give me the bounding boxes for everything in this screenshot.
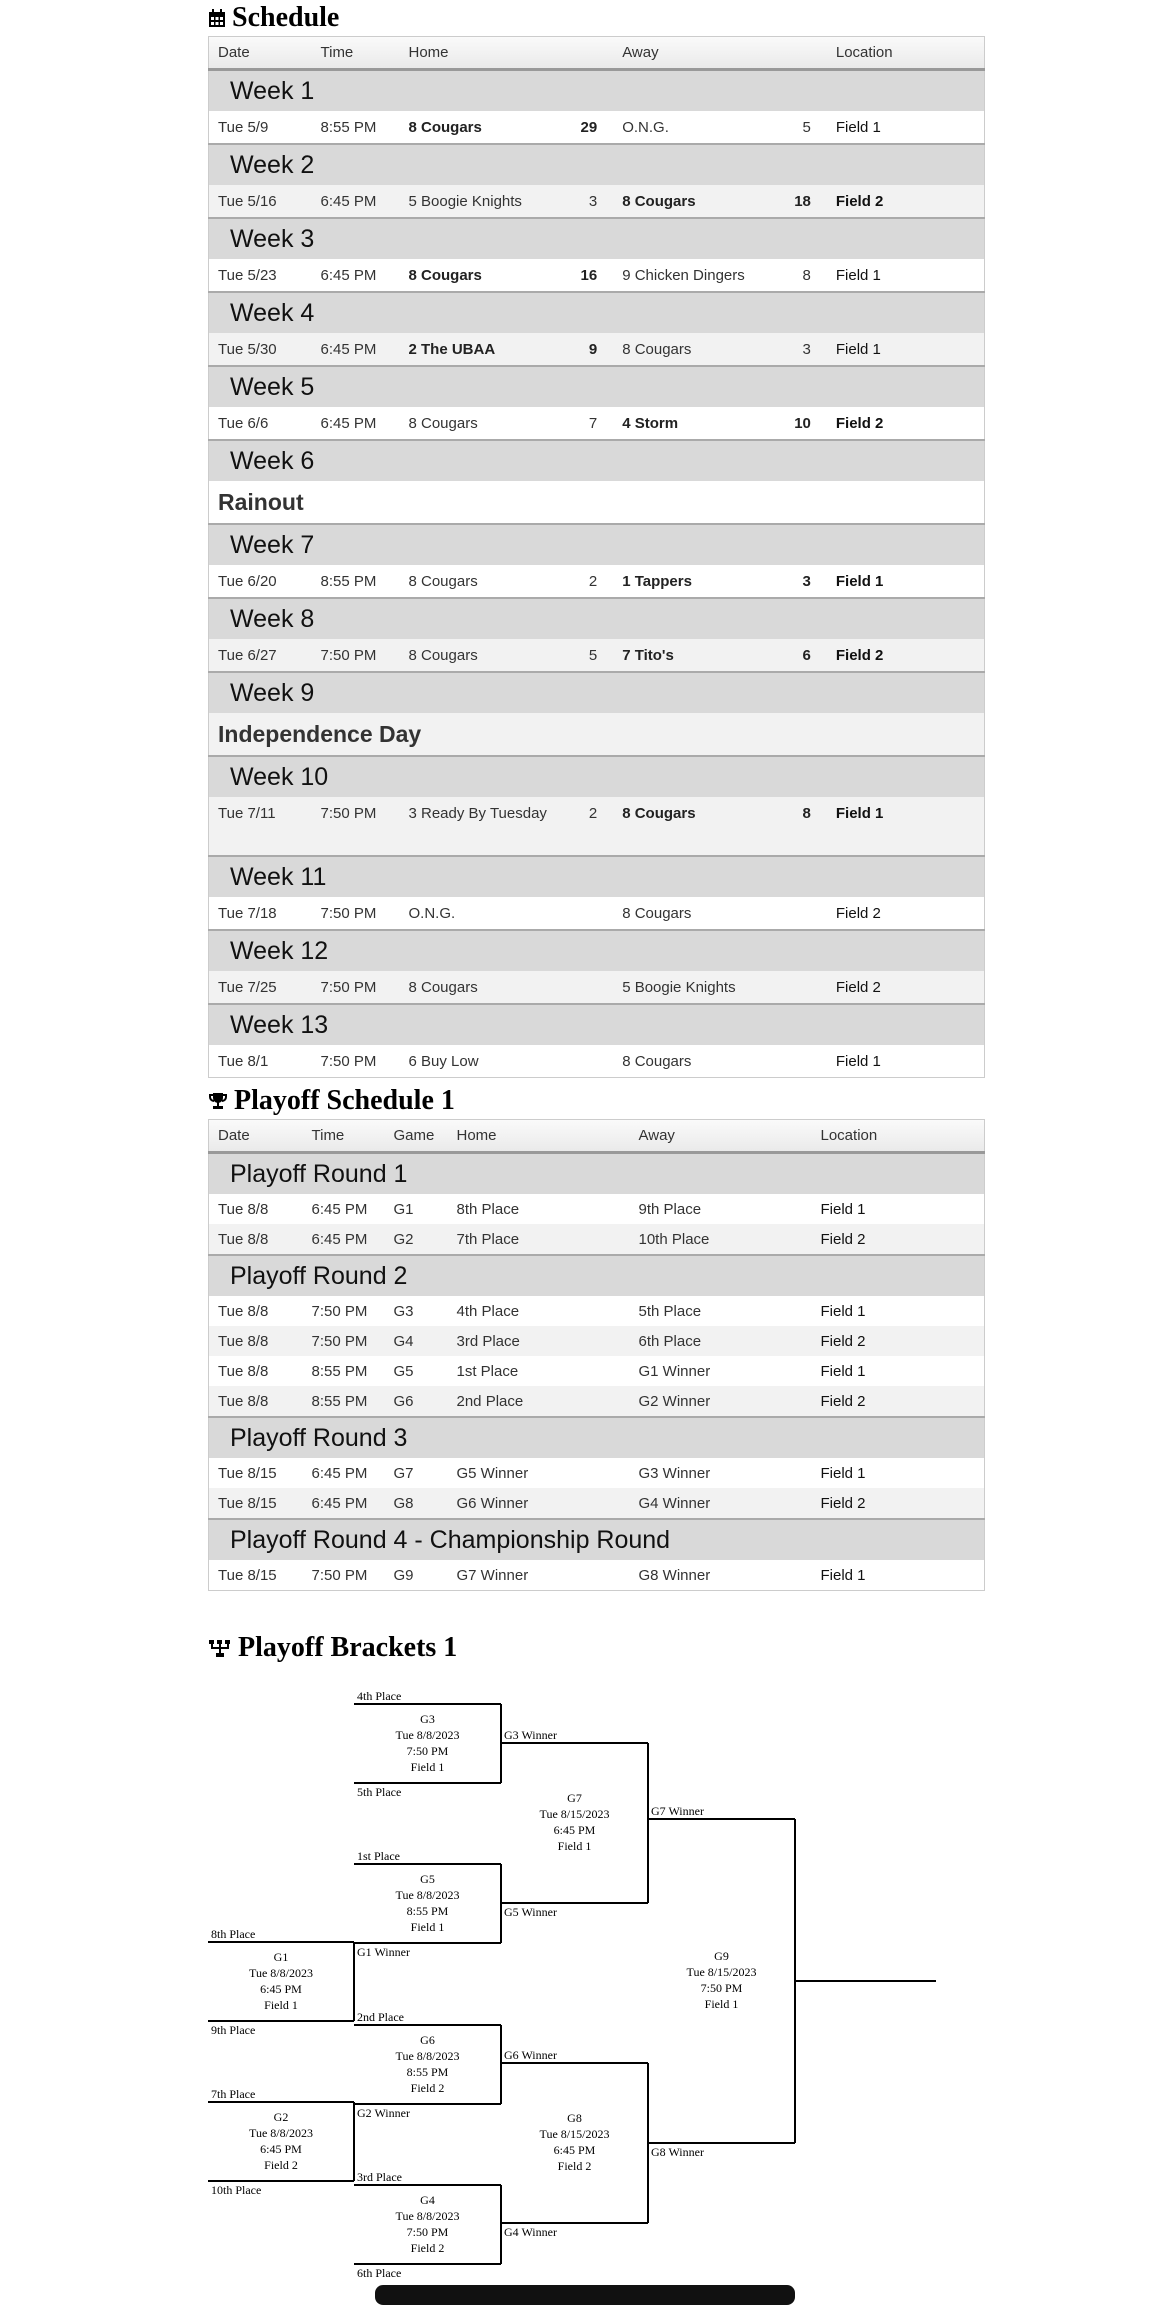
bracket-game-line: 8:55 PM <box>406 2064 449 2079</box>
bracket-slot-bottom: G4 Winner <box>504 2225 557 2239</box>
round-label: Playoff Round 1 <box>209 1153 985 1195</box>
playoff-game-row <box>209 1488 985 1519</box>
column-header: Away <box>630 1120 812 1153</box>
game-time: 6:45 PM <box>311 1494 368 1512</box>
schedule-section <box>208 0 985 1078</box>
game-row <box>209 111 985 144</box>
away-team: 6th Place <box>638 1332 702 1350</box>
bracket-slot-bottom: G1 Winner <box>357 1945 410 1959</box>
column-header: Home <box>448 1120 630 1153</box>
away-team: 8 Cougars <box>622 340 692 358</box>
bracket-game-line: Field 2 <box>410 2080 445 2095</box>
bracket-slot-top: 8th Place <box>211 1927 256 1941</box>
week-row <box>209 440 985 481</box>
bracket-game-line: Field 2 <box>264 2157 298 2172</box>
game-location: Field 1 <box>820 1464 866 1482</box>
game-time: 7:50 PM <box>311 1302 368 1320</box>
away-score: 10 <box>794 414 811 432</box>
playoff-game-row <box>209 1224 985 1255</box>
bracket-game-line: 6:45 PM <box>553 1823 596 1837</box>
game-row <box>209 185 985 218</box>
game-location: Field 2 <box>835 646 884 664</box>
home-team: G5 Winner <box>456 1464 529 1482</box>
bracket-game-line: Tue 8/8/2023 <box>249 2125 313 2140</box>
away-team: G8 Winner <box>638 1566 711 1584</box>
bracket-game-line: G9 <box>714 1949 729 1963</box>
week-label: Week 10 <box>209 756 985 797</box>
game-date: Tue 8/8 <box>218 1392 269 1410</box>
home-score: 29 <box>580 118 598 136</box>
game-time: 7:50 PM <box>320 646 377 664</box>
game-time: 7:50 PM <box>320 805 377 822</box>
bracket-game-line: G8 <box>567 2111 582 2125</box>
week-note: Independence Day <box>218 720 422 747</box>
game-row <box>209 407 985 440</box>
playoff-title: Playoff Schedule 1 <box>234 1085 455 1116</box>
bracket-slot-top: 2nd Place <box>357 2010 404 2024</box>
week-label: Week 5 <box>209 366 985 407</box>
away-team: 8 Cougars <box>622 1052 692 1070</box>
game-row <box>209 897 985 930</box>
game-time: 8:55 PM <box>311 1392 368 1410</box>
bracket-game-line: Field 2 <box>557 2159 592 2173</box>
home-team: 3rd Place <box>456 1332 520 1350</box>
away-score: 8 <box>802 266 811 284</box>
bracket-slot-bottom: 9th Place <box>211 2023 256 2037</box>
game-time: 7:50 PM <box>320 1052 377 1070</box>
week-label: Week 3 <box>209 218 985 259</box>
bracket-game-line: Field 2 <box>410 2240 445 2255</box>
column-header: Date <box>209 1120 303 1153</box>
bracket-game-g8 <box>501 2110 648 2174</box>
game-location: Field 2 <box>835 904 881 922</box>
bracket-game-line: 6:45 PM <box>260 1981 302 1996</box>
home-team: 1st Place <box>456 1362 519 1380</box>
bracket-game-g6 <box>354 2032 501 2096</box>
playoff-table <box>208 1119 985 1591</box>
game-row <box>209 259 985 292</box>
game-date: Tue 5/30 <box>218 340 277 358</box>
column-header: Date <box>209 37 312 70</box>
game-location: Field 2 <box>835 192 884 210</box>
bracket-game-line: Tue 8/15/2023 <box>539 1807 610 1821</box>
game-date: Tue 7/25 <box>218 978 277 996</box>
game-row <box>209 333 985 366</box>
bracket-icon <box>208 1638 232 1658</box>
game-date: Tue 6/20 <box>218 572 277 590</box>
week-row <box>209 366 985 407</box>
game-location: Field 1 <box>820 1200 866 1218</box>
bracket-slot-top: 7th Place <box>211 2087 256 2101</box>
week-label: Week 11 <box>209 856 985 897</box>
bracket-game-line: 7:50 PM <box>406 1743 449 1758</box>
game-time: 6:45 PM <box>311 1464 368 1482</box>
bracket-slot-bottom: G5 Winner <box>504 1905 557 1919</box>
home-team: 2nd Place <box>456 1392 524 1410</box>
bracket-game-g2 <box>208 2109 354 2173</box>
game-id: G8 <box>393 1494 414 1512</box>
week-label: Week 12 <box>209 930 985 971</box>
column-header <box>785 37 827 70</box>
game-time: 7:50 PM <box>311 1332 368 1350</box>
bracket-game-line: Tue 8/8/2023 <box>249 1965 313 1980</box>
game-id: G6 <box>393 1392 414 1410</box>
away-team: O.N.G. <box>622 118 669 136</box>
away-score <box>785 1045 827 1078</box>
week-row <box>209 930 985 971</box>
trophy-icon <box>208 1091 228 1111</box>
bracket-game-g4 <box>354 2192 501 2256</box>
bracket-game-line: Field 1 <box>704 1997 739 2011</box>
game-id: G3 <box>393 1302 414 1320</box>
week-label: Week 1 <box>209 70 985 112</box>
game-location: Field 2 <box>820 1332 866 1350</box>
home-score <box>572 897 614 930</box>
playoff-game-row <box>209 1296 985 1326</box>
column-header: Game <box>385 1120 448 1153</box>
home-score <box>572 1045 614 1078</box>
bracket-slot-top: G3 Winner <box>504 1728 557 1742</box>
game-date: Tue 8/8 <box>218 1362 269 1380</box>
schedule-heading <box>208 0 985 36</box>
game-location: Field 2 <box>835 978 881 996</box>
game-location: Field 1 <box>835 266 881 284</box>
game-date: Tue 5/16 <box>218 192 277 210</box>
home-team: 6 Buy Low <box>408 1052 479 1070</box>
home-score: 7 <box>588 414 598 432</box>
game-date: Tue 8/8 <box>218 1230 269 1248</box>
round-label: Playoff Round 2 <box>209 1255 985 1296</box>
home-team: 4th Place <box>456 1302 520 1320</box>
round-row <box>209 1255 985 1296</box>
home-team: 8 Cougars <box>408 978 478 996</box>
week-row <box>209 856 985 897</box>
home-team: 8 Cougars <box>408 266 482 284</box>
bracket-game-line: Tue 8/8/2023 <box>395 2048 460 2063</box>
home-team: 2 The UBAA <box>408 340 496 358</box>
game-location: Field 1 <box>835 340 881 358</box>
game-date: Tue 8/8 <box>218 1200 269 1218</box>
calendar-icon <box>208 8 226 28</box>
week-label: Week 4 <box>209 292 985 333</box>
week-note: Rainout <box>218 488 304 515</box>
game-time: 6:45 PM <box>311 1200 368 1218</box>
bracket-game-g9 <box>648 1948 795 2012</box>
game-date: Tue 5/23 <box>218 266 277 284</box>
game-row <box>209 971 985 1004</box>
week-label: Week 9 <box>209 672 985 713</box>
playoff-game-row <box>209 1386 985 1417</box>
bracket-game-g5 <box>354 1871 501 1935</box>
week-label: Week 13 <box>209 1004 985 1045</box>
playoff-game-row <box>209 1560 985 1591</box>
game-id: G7 <box>393 1464 414 1482</box>
column-header: Away <box>613 37 785 70</box>
game-location: Field 1 <box>835 572 884 590</box>
home-score: 5 <box>588 646 598 664</box>
away-score: 8 <box>802 805 811 822</box>
game-date: Tue 8/1 <box>218 1052 269 1070</box>
week-note-row <box>209 713 985 756</box>
game-date: Tue 8/8 <box>218 1302 269 1320</box>
game-location: Field 1 <box>835 805 884 822</box>
game-location: Field 2 <box>835 414 884 432</box>
week-row <box>209 524 985 565</box>
game-location: Field 2 <box>820 1494 866 1512</box>
bracket-game-line: G7 <box>567 1791 582 1805</box>
bracket-game-line: 6:45 PM <box>553 2143 596 2157</box>
game-time: 7:50 PM <box>320 978 377 996</box>
playoff-header-row <box>209 1120 985 1153</box>
away-score <box>785 971 827 1004</box>
game-id: G1 <box>393 1200 414 1218</box>
column-header <box>572 37 614 70</box>
bracket-game-line: G6 <box>420 2032 435 2047</box>
bracket-game-line: Tue 8/15/2023 <box>539 2127 610 2141</box>
schedule-table <box>208 36 985 1078</box>
away-team: 5 Boogie Knights <box>622 978 736 996</box>
schedule-title: Schedule <box>232 2 340 33</box>
playoff-bracket <box>208 1680 968 2280</box>
column-header: Time <box>303 1120 385 1153</box>
week-row <box>209 672 985 713</box>
round-row <box>209 1417 985 1458</box>
column-header: Location <box>827 37 985 70</box>
bracket-game-line: G4 <box>420 2192 435 2207</box>
game-location: Field 1 <box>820 1302 866 1320</box>
away-team: G3 Winner <box>638 1464 711 1482</box>
bracket-slot-bottom: G2 Winner <box>357 2106 410 2120</box>
game-time: 7:50 PM <box>311 1566 368 1584</box>
game-time: 6:45 PM <box>311 1230 368 1248</box>
home-team: 8th Place <box>456 1200 520 1218</box>
game-time: 7:50 PM <box>320 904 377 922</box>
game-location: Field 1 <box>835 118 881 136</box>
away-score: 3 <box>802 572 811 590</box>
away-score: 5 <box>802 118 811 136</box>
bracket-slot-top: 3rd Place <box>357 2170 402 2184</box>
home-team: 7th Place <box>456 1230 520 1248</box>
playoff-heading <box>208 1083 985 1119</box>
bracket-game-line: 6:45 PM <box>260 2141 302 2156</box>
bracket-game-line: Field 1 <box>264 1997 298 2012</box>
game-time: 8:55 PM <box>311 1362 368 1380</box>
away-team: 9 Chicken Dingers <box>622 266 745 284</box>
playoff-game-row <box>209 1194 985 1224</box>
game-location: Field 2 <box>820 1392 866 1410</box>
bracket-slot-bottom: 10th Place <box>211 2183 262 2197</box>
game-date: Tue 7/18 <box>218 904 277 922</box>
bracket-game-line: Field 1 <box>410 1919 445 1934</box>
bracket-game-g1 <box>208 1949 354 2013</box>
week-row <box>209 598 985 639</box>
game-id: G2 <box>393 1230 414 1248</box>
bracket-game-line: G1 <box>273 1949 289 1964</box>
home-team: 8 Cougars <box>408 646 478 664</box>
bracket-game-line: G2 <box>273 2109 289 2124</box>
round-row <box>209 1519 985 1560</box>
game-date: Tue 8/15 <box>218 1464 277 1482</box>
game-location: Field 1 <box>820 1566 866 1584</box>
bracket-game-line: Tue 8/8/2023 <box>395 1727 460 1742</box>
game-time: 6:45 PM <box>320 266 377 284</box>
brackets-heading <box>208 1630 985 1666</box>
game-location: Field 1 <box>835 1052 881 1070</box>
home-team: 8 Cougars <box>408 414 478 432</box>
game-time: 6:45 PM <box>320 340 377 358</box>
brackets-title: Playoff Brackets 1 <box>238 1632 458 1663</box>
away-team: 8 Cougars <box>622 904 692 922</box>
week-row <box>209 70 985 112</box>
game-id: G4 <box>393 1332 414 1350</box>
playoff-game-row <box>209 1458 985 1488</box>
away-team: 7 Tito's <box>622 646 674 664</box>
game-time: 8:55 PM <box>320 118 377 136</box>
game-row <box>209 565 985 598</box>
home-score: 16 <box>580 266 598 284</box>
bracket-game-line: 7:50 PM <box>700 1981 743 1995</box>
game-row <box>209 639 985 672</box>
game-location: Field 2 <box>820 1230 866 1248</box>
week-row <box>209 144 985 185</box>
game-time: 8:55 PM <box>320 572 377 590</box>
week-note-row <box>209 481 985 524</box>
bracket-slot-bottom: 6th Place <box>357 2266 402 2280</box>
bracket-slot-top: G7 Winner <box>651 1804 704 1818</box>
week-row <box>209 1004 985 1045</box>
away-team: G1 Winner <box>638 1362 711 1380</box>
away-score: 3 <box>802 340 811 358</box>
game-date: Tue 6/27 <box>218 646 277 664</box>
game-id: G9 <box>393 1566 414 1584</box>
bracket-game-line: G5 <box>420 1871 435 1886</box>
playoff-section <box>208 1083 985 1591</box>
bracket-game-g3 <box>354 1711 501 1775</box>
round-label: Playoff Round 4 - Championship Round <box>209 1519 985 1560</box>
playoff-game-row <box>209 1356 985 1386</box>
away-score: 18 <box>794 192 811 210</box>
bracket-slot-bottom: G8 Winner <box>651 2145 704 2159</box>
away-team: 5th Place <box>638 1302 702 1320</box>
round-row <box>209 1153 985 1195</box>
schedule-header-row <box>209 37 985 70</box>
away-team: G4 Winner <box>638 1494 711 1512</box>
home-score: 9 <box>588 340 598 358</box>
home-score <box>572 971 614 1004</box>
week-label: Week 2 <box>209 144 985 185</box>
bracket-slot-top: 4th Place <box>357 1689 402 1703</box>
away-score: 6 <box>802 646 811 664</box>
game-row <box>209 1045 985 1078</box>
bracket-slot-top: G6 Winner <box>504 2048 557 2062</box>
game-id: G5 <box>393 1362 414 1380</box>
column-header: Location <box>812 1120 985 1153</box>
home-score: 2 <box>588 805 598 822</box>
game-date: Tue 6/6 <box>218 414 269 432</box>
game-row <box>209 797 985 856</box>
game-date: Tue 7/11 <box>218 805 276 822</box>
playoff-game-row <box>209 1326 985 1356</box>
game-time: 6:45 PM <box>320 414 377 432</box>
bracket-game-line: Tue 8/8/2023 <box>395 1887 460 1902</box>
week-row <box>209 756 985 797</box>
bracket-game-line: Field 1 <box>410 1759 445 1774</box>
home-score: 3 <box>588 192 598 210</box>
game-date: Tue 5/9 <box>218 118 269 136</box>
round-label: Playoff Round 3 <box>209 1417 985 1458</box>
away-team: 9th Place <box>638 1200 702 1218</box>
away-team: 10th Place <box>638 1230 710 1248</box>
home-score: 2 <box>588 572 598 590</box>
bracket-game-line: Tue 8/8/2023 <box>395 2208 460 2223</box>
home-team: G7 Winner <box>456 1566 529 1584</box>
home-team: 3 Ready By Tuesday <box>408 805 547 822</box>
game-location: Field 1 <box>820 1362 866 1380</box>
away-team: G2 Winner <box>638 1392 711 1410</box>
week-label: Week 8 <box>209 598 985 639</box>
column-header: Time <box>312 37 400 70</box>
home-team: 5 Boogie Knights <box>408 192 522 210</box>
game-date: Tue 8/15 <box>218 1566 277 1584</box>
home-team: 8 Cougars <box>408 118 482 136</box>
game-time: 6:45 PM <box>320 192 377 210</box>
bracket-game-line: Field 1 <box>557 1839 592 1853</box>
bracket-slot-top: 1st Place <box>357 1849 400 1863</box>
away-team: 8 Cougars <box>622 805 696 822</box>
home-indicator[interactable] <box>375 2285 795 2305</box>
away-score <box>785 897 827 930</box>
week-label: Week 6 <box>209 440 985 481</box>
home-team: O.N.G. <box>408 904 456 922</box>
week-label: Week 7 <box>209 524 985 565</box>
brackets-section <box>208 1630 985 1666</box>
away-team: 1 Tappers <box>622 572 692 590</box>
away-team: 4 Storm <box>622 414 679 432</box>
bracket-game-line: 7:50 PM <box>406 2224 449 2239</box>
bracket-game-line: G3 <box>420 1711 435 1726</box>
game-date: Tue 8/8 <box>218 1332 269 1350</box>
column-header: Home <box>400 37 572 70</box>
bracket-slot-bottom: 5th Place <box>357 1785 402 1799</box>
bracket-game-g7 <box>501 1790 648 1854</box>
week-row <box>209 218 985 259</box>
away-team: 8 Cougars <box>622 192 696 210</box>
bracket-game-line: 8:55 PM <box>406 1903 449 1918</box>
game-date: Tue 8/15 <box>218 1494 277 1512</box>
home-team: G6 Winner <box>456 1494 529 1512</box>
home-team: 8 Cougars <box>408 572 478 590</box>
week-row <box>209 292 985 333</box>
bracket-game-line: Tue 8/15/2023 <box>686 1965 757 1979</box>
